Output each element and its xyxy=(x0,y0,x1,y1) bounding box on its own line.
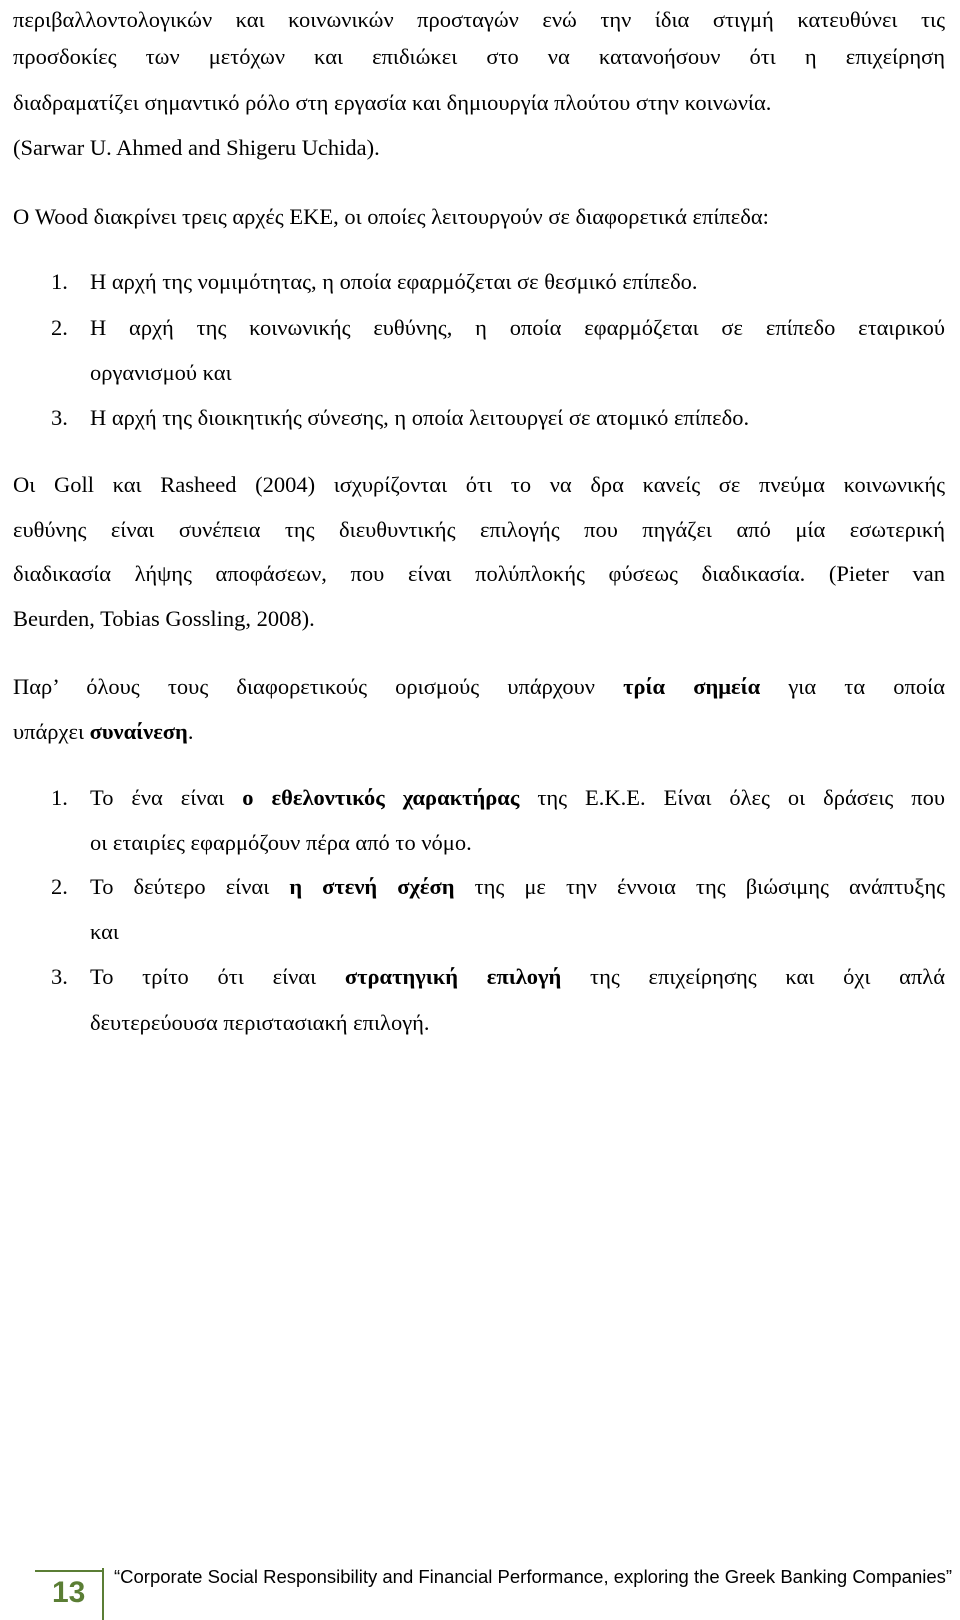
footer-vertical-rule xyxy=(102,1568,104,1620)
text-run: . xyxy=(187,719,194,744)
text-run: Το δεύτερο είναι xyxy=(90,874,270,899)
list-number: 2. xyxy=(51,874,68,899)
list-item-text: Η αρχή της κοινωνικής ευθύνης, η οποία εφαρμόζεται σε επίπεδο εταιρικού xyxy=(90,315,945,340)
text-run: Το τρίτο ότι είναι xyxy=(90,964,317,989)
list-number: 1. xyxy=(51,269,68,294)
list-item-text: Η αρχή της νομιμότητας, η οποία εφαρμόζεται σε θεσμικό επίπεδο. xyxy=(90,269,698,294)
text-run: για τα οποία xyxy=(788,674,945,699)
list-item-text: και xyxy=(90,919,119,944)
list-item-text: Η αρχή της διοικητικής σύνεσης, η οποία λειτουργεί σε ατομικό επίπεδο. xyxy=(90,405,750,430)
bold-text: η στενή σχέση xyxy=(289,874,455,899)
paragraph-line xyxy=(13,718,193,746)
list-number: 2. xyxy=(51,315,68,340)
bold-text: στρατηγική επιλογή xyxy=(344,964,562,989)
list-item-text xyxy=(90,873,945,901)
paragraph-line: Beurden, Tobias Gossling, 2008). xyxy=(13,606,315,631)
paragraph-line: διαδραματίζει σημαντικό ρόλο στη εργασία και δημιουργία πλούτου στην κοινωνία. xyxy=(13,90,772,115)
list-item-text: οι εταιρίες εφαρμόζουν πέρα από το νόμο. xyxy=(90,830,472,855)
text-run: Το ένα είναι xyxy=(90,785,225,810)
bold-text: ο εθελοντικός χαρακτήρας xyxy=(242,785,520,810)
text-run: Παρ’ όλους τους διαφορετικούς ορισμούς υπάρχουν xyxy=(13,674,595,699)
list-number: 3. xyxy=(51,964,68,989)
paragraph-line: (Sarwar U. Ahmed and Shigeru Uchida). xyxy=(13,135,380,160)
text-run: της με την έννοια της βιώσιμης ανάπτυξης xyxy=(474,874,946,899)
paragraph-line xyxy=(13,673,945,701)
paragraph-line: προσδοκίες των μετόχων και επιδιώκει στο να κατανοήσουν ότι η επιχείρηση xyxy=(13,44,945,69)
list-item-text xyxy=(90,963,945,991)
list-number: 1. xyxy=(51,785,68,810)
page-footer xyxy=(0,1562,960,1619)
paragraph-intro: Ο Wood διακρίνει τρεις αρχές ΕΚΕ, οι οποίες λειτουργούν σε διαφορετικά επίπεδα: xyxy=(13,204,769,229)
page-number: 13 xyxy=(52,1576,86,1609)
paragraph-line: Οι Goll και Rasheed (2004) ισχυρίζονται ότι το να δρα κανείς σε πνεύμα κοινωνικής xyxy=(13,472,945,497)
list-item-text: δευτερεύουσα περιστασιακή επιλογή. xyxy=(90,1010,430,1035)
bold-text: τρία σημεία xyxy=(623,674,761,699)
bold-text: συναίνεση xyxy=(89,719,188,744)
paragraph-line: διαδικασία λήψης αποφάσεων, που είναι πολύπλοκής φύσεως διαδικασία. (Pieter van xyxy=(13,561,945,586)
list-number: 3. xyxy=(51,405,68,430)
text-run: υπάρχει xyxy=(13,719,85,744)
paragraph-line: περιβαλλοντολογικών και κοινωνικών προσταγών ενώ την ίδια στιγμή κατευθύνει τις xyxy=(13,7,945,32)
list-item-text: οργανισμού και xyxy=(90,360,232,385)
list-item-text xyxy=(90,784,945,812)
footer-title: “Corporate Social Responsibility and Financial Performance, exploring the Greek Banking Companies” xyxy=(114,1566,953,1587)
paragraph-line: ευθύνης είναι συνέπεια της διευθυντικής επιλογής που πηγάζει από μία εσωτερική xyxy=(13,517,945,542)
footer-horizontal-rule xyxy=(35,1570,103,1572)
text-run: της Ε.Κ.Ε. Είναι όλες οι δράσεις που xyxy=(537,785,946,810)
text-run: της επιχείρησης και όχι απλά xyxy=(590,964,946,989)
